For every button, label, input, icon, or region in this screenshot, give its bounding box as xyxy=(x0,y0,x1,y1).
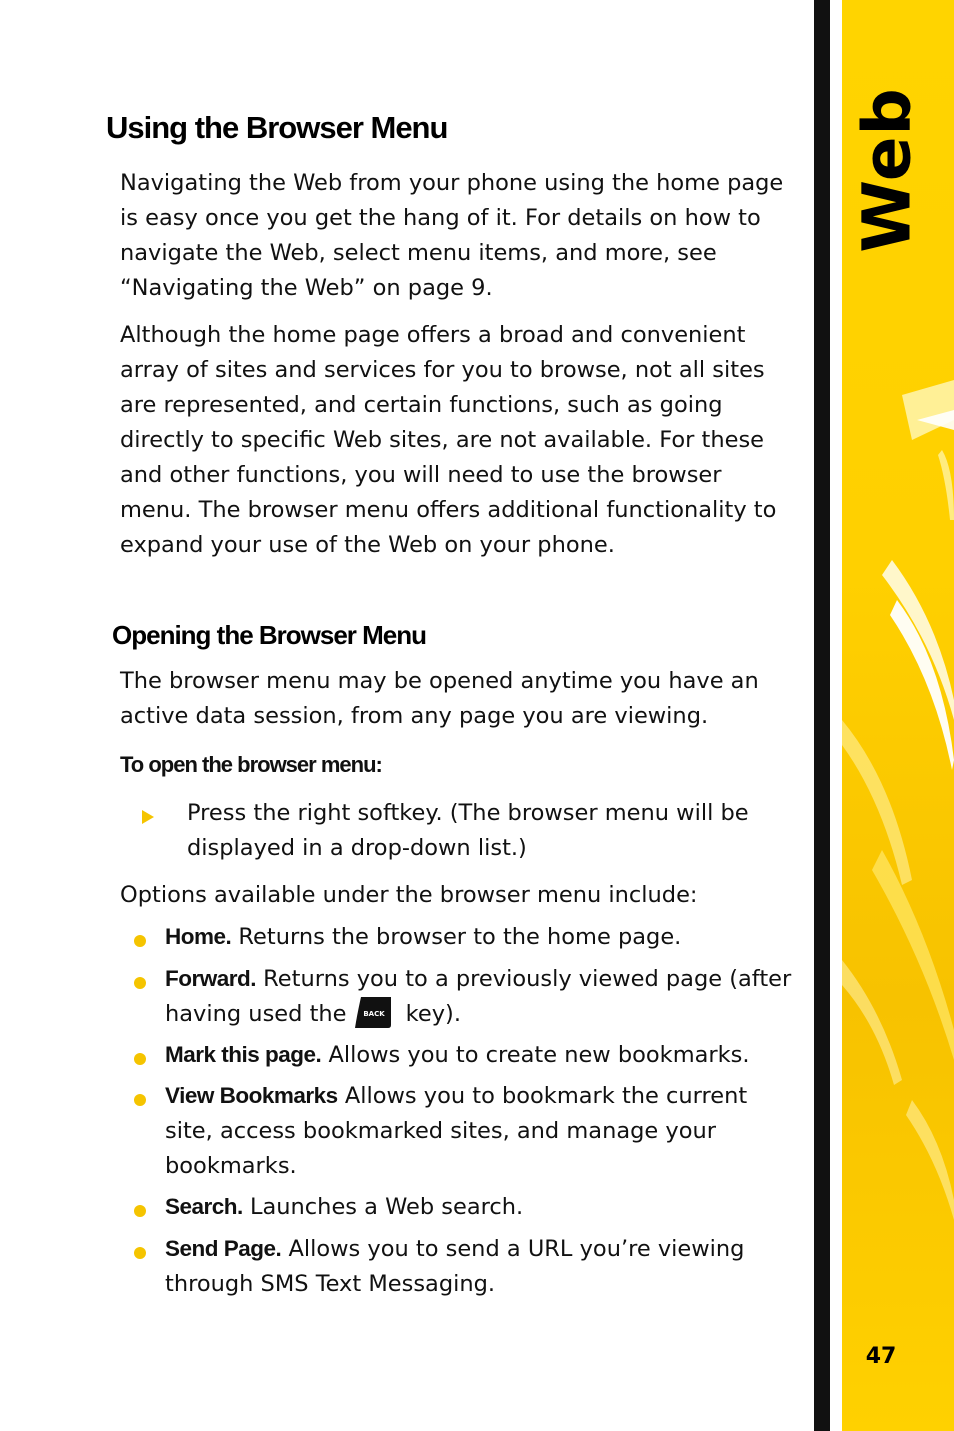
option-text: Allows you to bookmark the current site, access bookmarked sites, and manage your bookmarks. xyxy=(165,1083,748,1179)
option-item-forward xyxy=(120,961,800,1032)
page-number: 47 xyxy=(865,1344,897,1369)
option-item-mark-page xyxy=(120,1037,800,1073)
section-title: Using the Browser Menu xyxy=(106,110,448,145)
bullet-icon xyxy=(134,1247,146,1259)
browser-menu-paragraph: Although the home page offers a broad and convenient array of sites and services for you to browse, not all sites are represented, and certain functions, such as going directly to specific Web sites, are not available. For these and other functions, you will need to use the browser menu. The browser menu offers additional functionality to expand your use of the Web on your phone. xyxy=(120,322,777,558)
option-text: Launches a Web search. xyxy=(242,1194,524,1220)
bullet-icon xyxy=(134,935,146,947)
option-label: Send Page. xyxy=(165,1236,282,1261)
option-item-view-bookmarks xyxy=(120,1078,800,1184)
bullet-icon xyxy=(134,1094,146,1106)
procedure-title: To open the browser menu: xyxy=(120,752,382,777)
option-text: Allows you to send a URL you’re viewing through SMS Text Messaging. xyxy=(165,1236,745,1297)
sidebar-section-tab xyxy=(848,87,926,253)
step-arrow-icon xyxy=(142,810,154,824)
sidebar-gap xyxy=(830,0,842,1431)
option-item-send-page xyxy=(120,1231,800,1302)
intro-paragraph: Navigating the Web from your phone using the home page is easy once you get the hang of it. For details on how to navigate the Web, select menu items, and more, see “Navigating the Web” on page 9. xyxy=(120,170,784,301)
option-label: Search. xyxy=(165,1194,243,1219)
subsection-intro: The browser menu may be opened anytime you have an active data session, from any page you are viewing. xyxy=(120,668,759,729)
step-text: Press the right softkey. (The browser menu will be displayed in a drop-down list.) xyxy=(187,800,749,861)
option-text-after: key). xyxy=(398,1001,461,1027)
back-key-label: BACK xyxy=(362,1009,385,1018)
option-label: Home. xyxy=(165,924,232,949)
subsection-title: Opening the Browser Menu xyxy=(112,620,427,650)
back-key-icon xyxy=(353,995,393,1029)
procedure-step xyxy=(120,796,800,866)
sidebar-black-bar xyxy=(814,0,830,1431)
option-label: Mark this page. xyxy=(165,1042,322,1067)
option-label: Forward. xyxy=(165,966,257,991)
option-item-search xyxy=(120,1189,800,1225)
option-text: Returns you to a previously viewed page (after having used the xyxy=(165,966,792,1027)
option-label: View Bookmarks xyxy=(165,1083,338,1108)
bullet-icon xyxy=(134,1053,146,1065)
bullet-icon xyxy=(134,977,146,989)
sidebar-section-title: Web xyxy=(848,87,926,253)
option-text: Returns the browser to the home page. xyxy=(231,924,682,950)
bullet-icon xyxy=(134,1205,146,1217)
option-text: Allows you to create new bookmarks. xyxy=(321,1042,750,1068)
option-item-home xyxy=(120,919,800,955)
options-intro: Options available under the browser menu include: xyxy=(120,882,698,908)
